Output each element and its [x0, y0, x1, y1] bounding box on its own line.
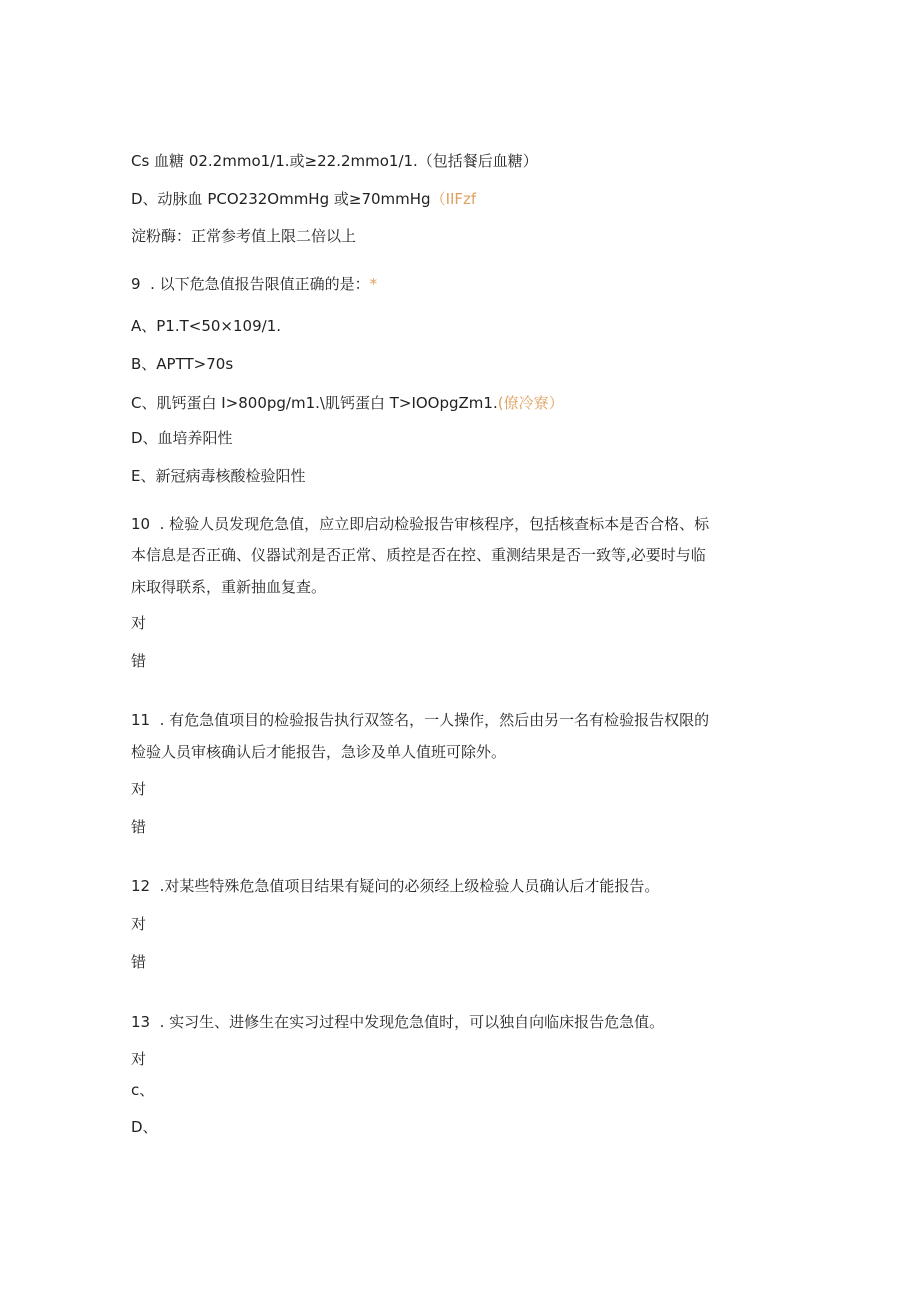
q10-option-false[interactable]: 错 [131, 652, 147, 670]
cs-glucose-line: Cs 血糖 02.2mmo1∕1.或≥22.2mmo1∕1.（包括餐后血糖） [131, 152, 538, 170]
q9-option-d[interactable]: D、血培养阳性 [131, 429, 233, 447]
q13-option-d[interactable]: D、 [131, 1118, 158, 1136]
q9-option-b[interactable]: B、APTT>70s [131, 355, 234, 373]
q11-option-false[interactable]: 错 [131, 818, 147, 836]
q11-option-true[interactable]: 对 [131, 780, 147, 798]
d-pco2-text: D、动脉血 PCO232OmmHg 或≥70mmHg [131, 190, 431, 208]
q9-option-c[interactable] [131, 393, 564, 413]
q9-option-e[interactable]: E、新冠病毒核酸检验阳性 [131, 467, 306, 485]
question-13-stem: 13 . 实习生、进修生在实习过程中发现危急值时，可以独自向临床报告危急值。 [131, 1013, 665, 1031]
question-10-line-2: 本信息是否正确、仪器试剂是否正常、质控是否在控、重测结果是否一致等,必要时与临 [131, 546, 706, 564]
d-pco2-annotation: （IIFzf [430, 190, 477, 208]
d-pco2-line [131, 189, 476, 209]
q12-option-true[interactable]: 对 [131, 915, 147, 933]
question-10-line-1: 10 . 检验人员发现危急值，应立即启动检验报告审核程序，包括核查标本是否合格、标 [131, 515, 710, 533]
q13-option-true[interactable]: 对 [131, 1050, 147, 1068]
question-9-text: 9 . 以下危急值报告限值正确的是： [131, 275, 370, 293]
amylase-line: 淀粉酶：正常参考值上限二倍以上 [131, 227, 357, 245]
q9-option-a[interactable]: A、P1.T<50×109∕1. [131, 317, 282, 335]
required-mark: * [369, 275, 378, 293]
q9-option-c-annotation: (僚冷寮） [497, 394, 564, 412]
question-12-stem: 12 .对某些特殊危急值项目结果有疑问的必须经上级检验人员确认后才能报告。 [131, 877, 660, 895]
q10-option-true[interactable]: 对 [131, 614, 147, 632]
q12-option-false[interactable]: 错 [131, 953, 147, 971]
question-10-line-3: 床取得联系，重新抽血复查。 [131, 578, 327, 596]
q13-option-c[interactable]: c、 [131, 1081, 155, 1099]
question-11-line-1: 11 . 有危急值项目的检验报告执行双签名，一人操作，然后由另一名有检验报告权限的 [131, 711, 710, 729]
question-11-line-2: 检验人员审核确认后才能报告，急诊及单人值班可除外。 [131, 743, 507, 761]
q9-option-c-text: C、肌钙蛋白 I>800pg∕m1.\肌钙蛋白 T>IOOpgZm1. [131, 394, 498, 412]
question-9-stem [131, 274, 377, 294]
